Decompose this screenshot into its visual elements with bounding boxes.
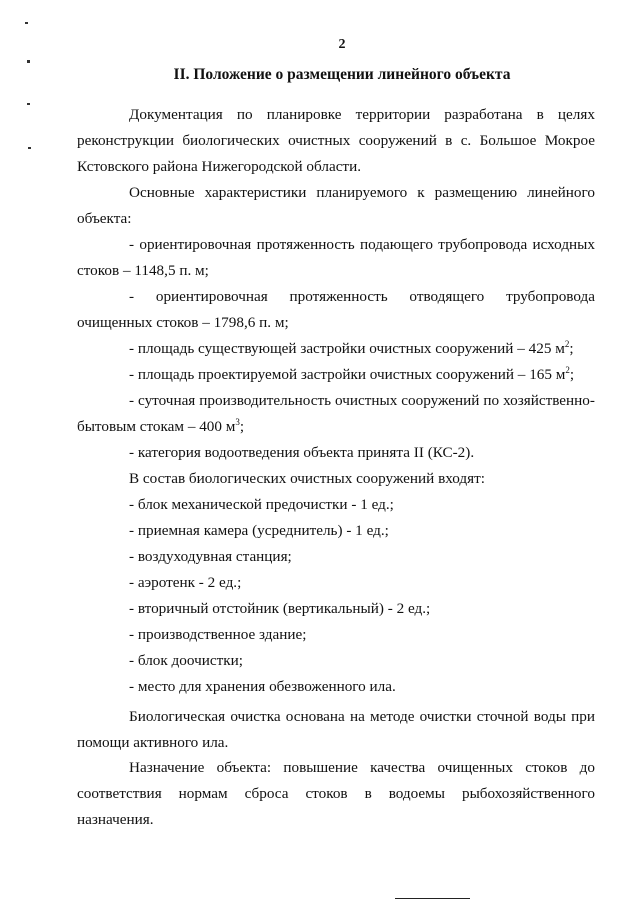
word: ориентировочная	[155, 288, 268, 305]
characteristic-daily-capacity	[77, 388, 595, 440]
word: стоков	[305, 785, 348, 802]
superscript: 2	[564, 339, 570, 349]
word: с.	[460, 132, 472, 149]
word: водоемы	[388, 785, 445, 802]
superscript: 2	[565, 365, 570, 375]
word: планировке	[266, 106, 342, 123]
word: производительность	[199, 392, 332, 409]
punctuation: ;	[569, 340, 574, 357]
word: очистных	[335, 392, 398, 409]
word: планируемого	[316, 184, 408, 201]
characteristic-line	[77, 388, 595, 414]
word: размещению	[434, 184, 518, 201]
word: сооружений	[358, 132, 437, 149]
word: трубопровода	[506, 288, 595, 305]
word: по	[483, 392, 500, 409]
word: линейного	[527, 184, 595, 201]
word: -	[129, 236, 135, 253]
characteristics-line-1	[77, 180, 595, 206]
characteristic-planned-area	[129, 362, 574, 388]
intro-paragraph	[77, 102, 595, 180]
intro-line-2	[77, 128, 595, 154]
word: Большое	[479, 132, 537, 149]
word: очистка	[230, 708, 281, 725]
word: разработана	[444, 106, 523, 123]
composition-item: - вторичный отстойник (вертикальный) - 2 ед.;	[129, 600, 431, 617]
section-title: II. Положение о размещении линейного объекта	[173, 66, 511, 83]
scan-mark	[25, 22, 28, 24]
characteristic-supply-pipeline	[77, 232, 595, 284]
word: сооружений	[401, 392, 480, 409]
characteristic-category: - категория водоотведения объекта принята II (КС-2).	[129, 444, 475, 461]
composition-item: - блок механической предочистки - 1 ед.;	[129, 496, 394, 513]
word: воды	[533, 708, 566, 725]
composition-item: - воздуходувная станция;	[129, 548, 292, 565]
footer-rule	[395, 898, 470, 899]
word: -	[129, 288, 135, 305]
word: нормам	[178, 785, 228, 802]
word: стоков	[525, 759, 568, 776]
word: Назначение	[129, 759, 205, 776]
paragraph-line	[77, 755, 595, 781]
characteristic-outlet-pipeline	[77, 284, 595, 336]
word: сточной	[476, 708, 529, 725]
word: характеристики	[204, 184, 307, 201]
characteristic-text: - площадь проектируемой застройки очистных сооружений – 165 м	[129, 366, 566, 383]
intro-line-3: Кстовского района Нижегородской области.	[77, 158, 361, 175]
word: объекта:	[216, 759, 272, 776]
characteristic-line: стоков – 1148,5 п. м;	[77, 262, 209, 279]
word: Основные	[129, 184, 195, 201]
word: -	[129, 392, 135, 409]
biological-treatment-paragraph	[77, 704, 595, 756]
paragraph-line: назначения.	[77, 811, 154, 828]
word: в	[364, 785, 372, 802]
word: сброса	[244, 785, 289, 802]
word: подающего	[359, 236, 433, 253]
word: ориентировочная	[139, 236, 252, 253]
characteristics-intro	[77, 180, 595, 232]
word: Мокрое	[544, 132, 595, 149]
characteristic-text: - площадь существующей застройки очистных сооружений – 425 м	[129, 340, 565, 357]
scan-mark	[27, 60, 30, 63]
characteristic-existing-area	[129, 336, 574, 362]
word: протяженность	[256, 236, 355, 253]
word: до	[579, 759, 595, 776]
word: на	[349, 708, 365, 725]
word: к	[417, 184, 425, 201]
composition-item: - приемная камера (усреднитель) - 1 ед.;	[129, 522, 389, 539]
composition-item: - производственное здание;	[129, 626, 307, 643]
word: очистки	[419, 708, 472, 725]
word: основана	[285, 708, 345, 725]
word: по	[236, 106, 253, 123]
characteristic-text: бытовым стокам – 400 м	[77, 418, 236, 435]
word: очищенных	[437, 759, 513, 776]
characteristics-line-2: объекта:	[77, 210, 132, 227]
composition-intro: В состав биологических очистных сооружений входят:	[129, 470, 485, 487]
characteristic-line	[77, 414, 595, 440]
word: целях	[557, 106, 595, 123]
word: при	[571, 708, 595, 725]
word: Документация	[129, 106, 223, 123]
purpose-paragraph	[77, 755, 595, 833]
word: территории	[355, 106, 431, 123]
page-number: 2	[338, 37, 346, 52]
word: трубопровода	[438, 236, 528, 253]
intro-line-1	[77, 102, 595, 128]
word: реконструкции	[77, 132, 174, 149]
paragraph-line	[77, 781, 595, 807]
word: хозяйственно-	[503, 392, 595, 409]
word: исходных	[532, 236, 595, 253]
word: Биологическая	[129, 708, 226, 725]
scan-mark	[27, 103, 30, 105]
composition-item: - аэротенк - 2 ед.;	[129, 574, 242, 591]
word: отводящего	[409, 288, 485, 305]
superscript: 3	[235, 417, 240, 427]
word: протяженность	[289, 288, 388, 305]
word: методе	[370, 708, 415, 725]
punctuation: ;	[569, 366, 575, 383]
word: рыбохозяйственного	[461, 785, 595, 802]
characteristic-line	[77, 232, 595, 258]
word: биологических	[182, 132, 280, 149]
word: в	[445, 132, 453, 149]
word: суточная	[138, 392, 196, 409]
word: соответствия	[77, 785, 162, 802]
characteristic-line: очищенных стоков – 1798,6 п. м;	[77, 314, 289, 331]
composition-item: - место для хранения обезвоженного ила.	[129, 678, 396, 695]
word: очистных	[288, 132, 351, 149]
word: в	[536, 106, 544, 123]
word: повышение	[283, 759, 358, 776]
scan-mark	[28, 147, 31, 149]
paragraph-line	[77, 704, 595, 730]
characteristic-line	[77, 284, 595, 310]
punctuation: ;	[239, 418, 245, 435]
paragraph-line: помощи активного ила.	[77, 734, 229, 751]
composition-item: - блок доочистки;	[129, 652, 243, 669]
word: качества	[370, 759, 426, 776]
